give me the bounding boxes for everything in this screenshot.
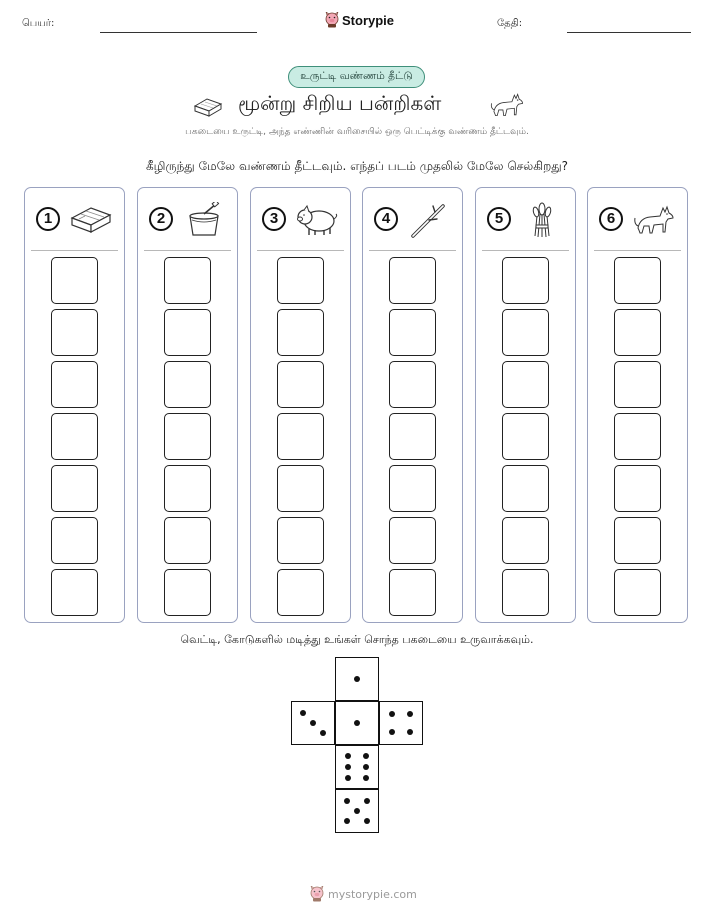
- column-4: [362, 187, 463, 623]
- pip: [344, 798, 350, 804]
- column-divider: [257, 250, 344, 251]
- color-box[interactable]: [389, 309, 436, 356]
- color-box[interactable]: [164, 309, 211, 356]
- column-divider: [369, 250, 456, 251]
- column-number: 2: [149, 207, 173, 231]
- instruction-text: பகடையை உருட்டி, அந்த எண்ணின் வரிசையில் ஒரு பெட்டிக்கு வண்ணம் தீட்டவும்.: [185, 127, 529, 137]
- color-box[interactable]: [502, 517, 549, 564]
- color-box[interactable]: [614, 257, 661, 304]
- color-box[interactable]: [389, 257, 436, 304]
- color-box[interactable]: [389, 361, 436, 408]
- pip: [364, 798, 370, 804]
- pip: [300, 710, 306, 716]
- pip: [344, 818, 350, 824]
- color-box[interactable]: [51, 257, 98, 304]
- column-number: 1: [36, 207, 60, 231]
- color-box[interactable]: [51, 517, 98, 564]
- color-box[interactable]: [277, 309, 324, 356]
- color-box[interactable]: [164, 361, 211, 408]
- column-2: [137, 187, 238, 623]
- pip: [345, 764, 351, 770]
- fold-instruction: வெட்டி, கோடுகளில் மடித்து உங்கள் சொந்த பகடையை உருவாக்கவும்.: [180, 633, 534, 646]
- color-box[interactable]: [277, 517, 324, 564]
- color-box[interactable]: [51, 569, 98, 616]
- question-text: கீழிருந்து மேலே வண்ணம் தீட்டவும். எந்தப் படம் முதலில் மேலே செல்கிறது?: [145, 159, 569, 173]
- page-title: மூன்று சிறிய பன்றிகள்: [238, 91, 442, 115]
- pip: [407, 729, 413, 735]
- brand-logo: [325, 12, 394, 28]
- brick-icon: [193, 96, 223, 118]
- color-box[interactable]: [502, 569, 549, 616]
- color-box[interactable]: [502, 309, 549, 356]
- color-box[interactable]: [502, 413, 549, 460]
- color-box[interactable]: [277, 257, 324, 304]
- date-line[interactable]: [567, 32, 691, 33]
- wolf-icon: [632, 202, 676, 238]
- footer-url[interactable]: mystorypie.com: [328, 887, 417, 901]
- column-3: [250, 187, 351, 623]
- die-face-6: [335, 745, 379, 789]
- column-number: 4: [374, 207, 398, 231]
- pip: [310, 720, 316, 726]
- pig-mascot-icon: [325, 12, 339, 28]
- die-face-1: [335, 657, 379, 701]
- color-box[interactable]: [277, 569, 324, 616]
- date-label: தேதி:: [497, 18, 523, 29]
- color-box[interactable]: [614, 465, 661, 512]
- pip: [354, 808, 360, 814]
- die-face-4: [379, 701, 423, 745]
- color-box[interactable]: [614, 309, 661, 356]
- pig-mascot-icon: [310, 886, 324, 902]
- die-face-5: [335, 789, 379, 833]
- color-box[interactable]: [389, 517, 436, 564]
- activity-tag: உருட்டி வண்ணம் தீட்டு: [288, 66, 425, 88]
- name-line[interactable]: [100, 32, 257, 33]
- color-box[interactable]: [502, 361, 549, 408]
- color-box[interactable]: [164, 465, 211, 512]
- color-box[interactable]: [51, 361, 98, 408]
- color-box[interactable]: [164, 257, 211, 304]
- column-1: [24, 187, 125, 623]
- die-face-3: [291, 701, 335, 745]
- color-box[interactable]: [614, 413, 661, 460]
- column-number: 6: [599, 207, 623, 231]
- pip: [354, 676, 360, 682]
- color-box[interactable]: [277, 465, 324, 512]
- footer: [310, 886, 417, 902]
- brick-icon: [69, 202, 113, 238]
- column-number: 5: [487, 207, 511, 231]
- die-face-1: [335, 701, 379, 745]
- color-box[interactable]: [502, 465, 549, 512]
- pip: [320, 730, 326, 736]
- pig-icon: [295, 202, 339, 238]
- pip: [407, 711, 413, 717]
- color-box[interactable]: [614, 517, 661, 564]
- pip: [363, 764, 369, 770]
- column-divider: [594, 250, 681, 251]
- color-box[interactable]: [164, 517, 211, 564]
- color-box[interactable]: [502, 257, 549, 304]
- straw-bundle-icon: [520, 202, 564, 238]
- pip: [389, 729, 395, 735]
- column-divider: [31, 250, 118, 251]
- color-box[interactable]: [277, 413, 324, 460]
- column-divider: [482, 250, 569, 251]
- color-box[interactable]: [164, 413, 211, 460]
- pip: [345, 753, 351, 759]
- pip: [363, 775, 369, 781]
- column-6: [587, 187, 688, 623]
- column-5: [475, 187, 576, 623]
- column-divider: [144, 250, 231, 251]
- color-box[interactable]: [277, 361, 324, 408]
- color-box[interactable]: [164, 569, 211, 616]
- pip: [354, 720, 360, 726]
- pip: [363, 753, 369, 759]
- wolf-icon: [489, 89, 525, 121]
- color-box[interactable]: [51, 413, 98, 460]
- color-box[interactable]: [51, 465, 98, 512]
- color-box[interactable]: [389, 465, 436, 512]
- name-label: பெயர்:: [22, 18, 55, 29]
- pip: [389, 711, 395, 717]
- color-box[interactable]: [51, 309, 98, 356]
- color-box[interactable]: [614, 569, 661, 616]
- brand-name: Storypie: [342, 12, 395, 28]
- color-box[interactable]: [389, 569, 436, 616]
- color-box[interactable]: [389, 413, 436, 460]
- pip: [364, 818, 370, 824]
- mortar-bucket-icon: [182, 202, 226, 238]
- stick-icon: [407, 202, 451, 238]
- column-number: 3: [262, 207, 286, 231]
- color-box[interactable]: [614, 361, 661, 408]
- pip: [345, 775, 351, 781]
